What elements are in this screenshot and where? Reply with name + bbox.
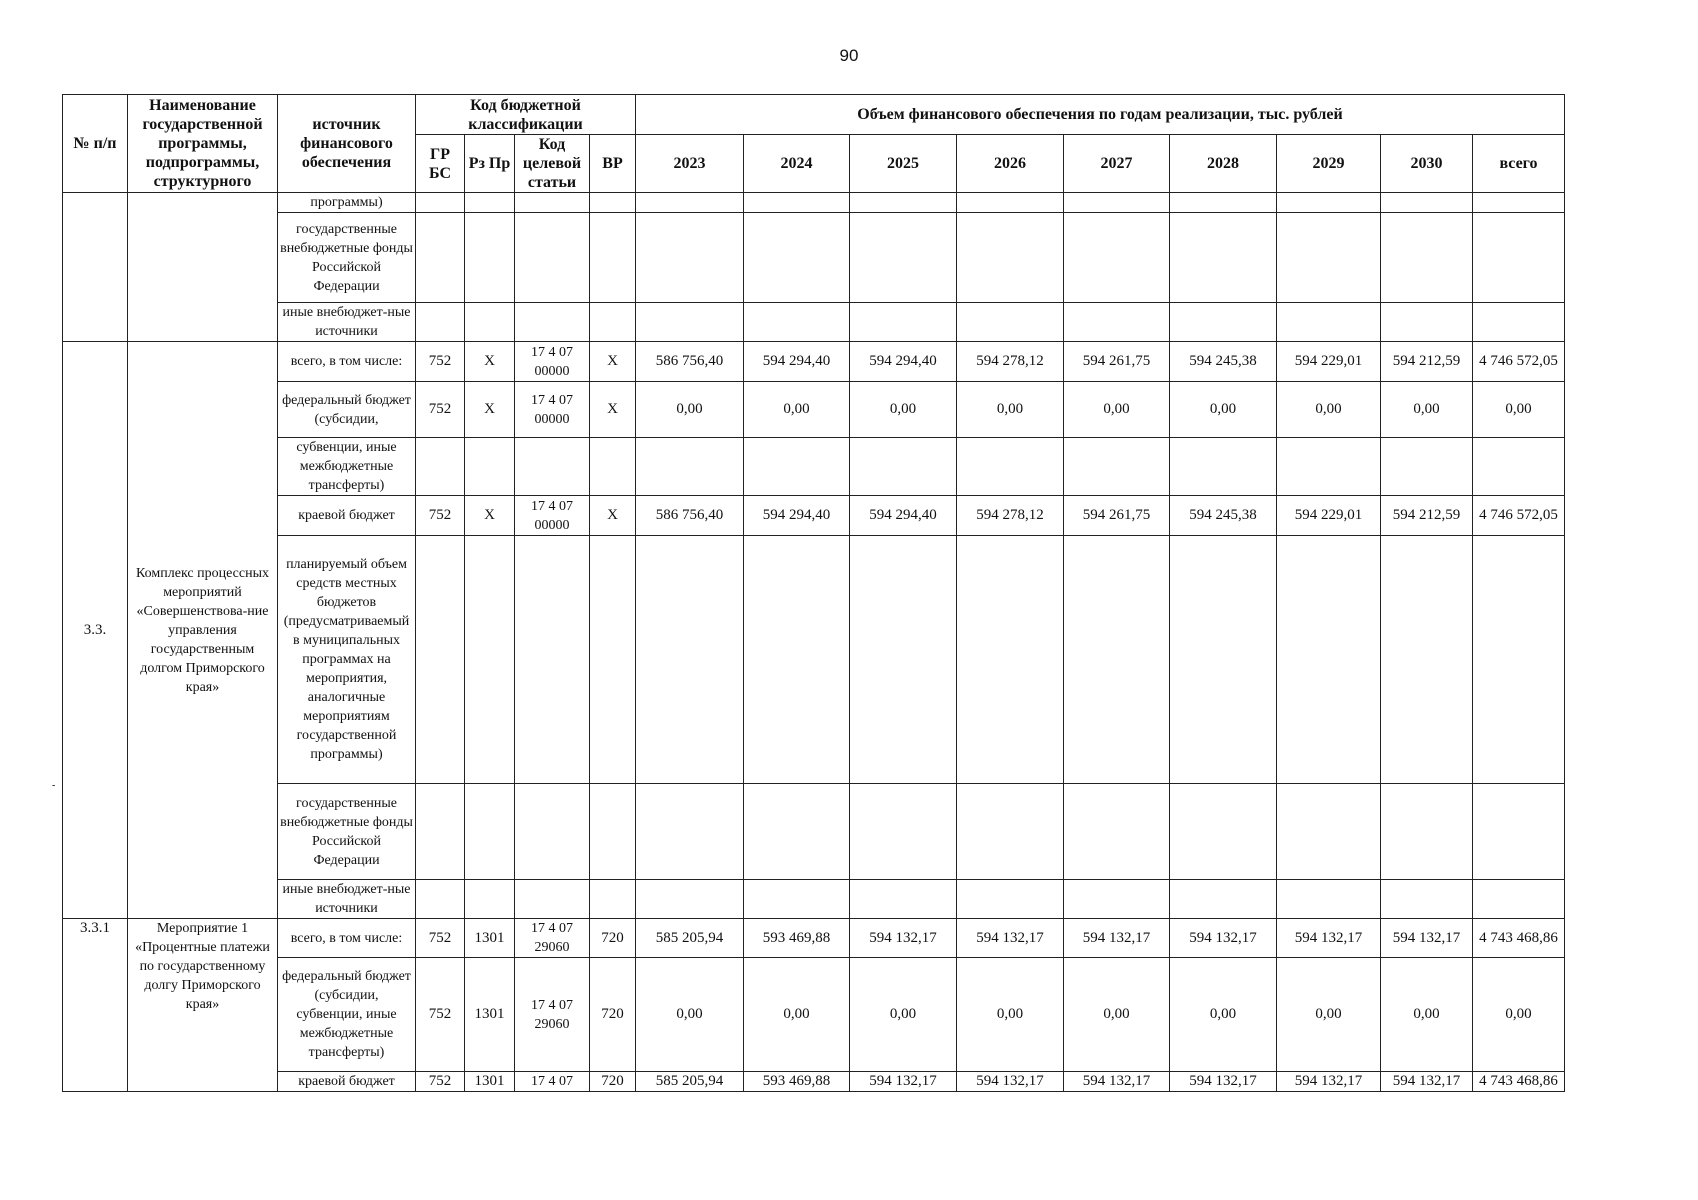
cell-value [850,536,957,784]
cell-grbs [416,193,465,213]
cell-vr: Х [590,382,636,438]
cell-value: 0,00 [1381,958,1473,1072]
row-source: программы) [278,193,416,213]
table-row [63,382,1565,438]
cell-grbs: 752 [416,919,465,958]
cell-value [850,213,957,303]
cell-value [1064,193,1170,213]
cell-rzpr: Х [465,382,515,438]
cell-total [1473,880,1565,919]
cell-value: 0,00 [1170,382,1277,438]
cell-value: 0,00 [1170,958,1277,1072]
cell-value: 0,00 [850,958,957,1072]
cell-vr [590,438,636,496]
cell-value [1064,213,1170,303]
cell-value [1277,784,1381,880]
cell-value [1170,193,1277,213]
row-source: субвенции, иные межбюджетные трансферты) [278,438,416,496]
cell-grbs: 752 [416,496,465,536]
cell-vr: 720 [590,1072,636,1092]
col-name-header: Наименование государственной программы, подпрограммы, структурного [128,95,278,193]
cell-grbs [416,536,465,784]
cell-grbs: 752 [416,342,465,382]
row-source: федеральный бюджет (субсидии, [278,382,416,438]
cell-value [636,438,744,496]
cell-value [1277,303,1381,342]
row-source: краевой бюджет [278,496,416,536]
code-group-header: Код бюджетной классификации [416,95,636,135]
cell-value: 0,00 [957,958,1064,1072]
cell-value [1381,880,1473,919]
cell-value [1277,438,1381,496]
cell-value: 593 469,88 [744,919,850,958]
table-row [63,496,1565,536]
cell-value: 0,00 [744,382,850,438]
cell-value [636,193,744,213]
cell-value: 594 229,01 [1277,342,1381,382]
row-name [128,193,278,342]
cell-rzpr: Х [465,496,515,536]
cell-value: 594 212,59 [1381,342,1473,382]
cell-value: 594 261,75 [1064,342,1170,382]
cell-value [1170,303,1277,342]
cell-value [1064,536,1170,784]
cell-vr: Х [590,496,636,536]
cell-rzpr [465,303,515,342]
cell-value: 586 756,40 [636,342,744,382]
cell-rzpr: Х [465,342,515,382]
cell-value: 594 245,38 [1170,496,1277,536]
cell-target: 17 4 07 00000 [515,342,590,382]
cell-value [744,880,850,919]
row-source: федеральный бюджет (субсидии, субвенции, иные межбюджетные трансферты) [278,958,416,1072]
row-source: государственные внебюджетные фонды Российской Федерации [278,784,416,880]
cell-value [1381,213,1473,303]
row-source: иные внебюджет-ные источники [278,303,416,342]
cell-value: 0,00 [636,382,744,438]
col-vr-header: ВР [590,135,636,193]
row-num: 3.3.1 [63,919,128,1092]
cell-value [850,193,957,213]
cell-grbs [416,438,465,496]
cell-value: 594 132,17 [957,1072,1064,1092]
cell-rzpr [465,213,515,303]
cell-vr: 720 [590,919,636,958]
cell-value [1064,438,1170,496]
cell-target: 17 4 07 00000 [515,496,590,536]
cell-value [744,213,850,303]
cell-rzpr [465,880,515,919]
col-year-header: 2026 [957,135,1064,193]
row-source: иные внебюджет-ные источники [278,880,416,919]
row-num [63,193,128,342]
cell-target: 17 4 07 29060 [515,919,590,958]
cell-value [850,784,957,880]
table-row [63,438,1565,496]
cell-value [957,536,1064,784]
table-row [63,193,1565,213]
cell-value [636,880,744,919]
cell-value: 594 294,40 [850,496,957,536]
cell-rzpr: 1301 [465,1072,515,1092]
cell-value: 0,00 [1064,382,1170,438]
table-row [63,958,1565,1072]
cell-value: 594 132,17 [850,1072,957,1092]
cell-rzpr: 1301 [465,958,515,1072]
row-num: 3.3. [63,342,128,919]
cell-value [1381,303,1473,342]
col-source-header: источник финансового обеспечения [278,95,416,193]
cell-value: 594 132,17 [1381,1072,1473,1092]
cell-value: 0,00 [1277,958,1381,1072]
cell-grbs: 752 [416,382,465,438]
cell-value [744,438,850,496]
cell-vr [590,536,636,784]
cell-rzpr [465,193,515,213]
cell-value [636,213,744,303]
cell-value: 594 132,17 [1170,919,1277,958]
col-year-header: 2030 [1381,135,1473,193]
cell-grbs [416,213,465,303]
col-year-header: 2029 [1277,135,1381,193]
cell-value [957,213,1064,303]
row-source: всего, в том числе: [278,919,416,958]
row-source: планируемый объем средств местных бюджетов (предусматриваемый в муниципальных программах на мероприятия, аналогичные мероприятиям государственной программы) [278,536,416,784]
cell-value [957,303,1064,342]
cell-value: 594 132,17 [957,919,1064,958]
cell-value: 594 132,17 [1170,1072,1277,1092]
table-row [63,303,1565,342]
col-year-header: 2023 [636,135,744,193]
cell-value [1170,784,1277,880]
col-year-header: 2024 [744,135,850,193]
cell-value [850,880,957,919]
cell-value: 585 205,94 [636,919,744,958]
row-source: государственные внебюджетные фонды Российской Федерации [278,213,416,303]
cell-value [1277,193,1381,213]
col-total-header: всего [1473,135,1565,193]
cell-value: 585 205,94 [636,1072,744,1092]
cell-target [515,193,590,213]
table-row [63,536,1565,784]
table-row [63,919,1565,958]
cell-target [515,438,590,496]
cell-value: 0,00 [1064,958,1170,1072]
cell-vr: Х [590,342,636,382]
row-name: Комплекс процессных мероприятий «Совершенствова-ние управления государственным долгом Приморского края» [128,342,278,919]
cell-value [1064,784,1170,880]
cell-total [1473,213,1565,303]
row-source: всего, в том числе: [278,342,416,382]
table-row [63,342,1565,382]
cell-value [1170,880,1277,919]
cell-total [1473,193,1565,213]
margin-mark: - [52,780,56,791]
cell-grbs: 752 [416,958,465,1072]
cell-value: 594 245,38 [1170,342,1277,382]
cell-target: 17 4 07 00000 [515,382,590,438]
col-year-header: 2025 [850,135,957,193]
cell-value: 594 294,40 [850,342,957,382]
cell-value: 594 132,17 [1277,919,1381,958]
cell-vr [590,193,636,213]
cell-value [1064,303,1170,342]
cell-total: 0,00 [1473,382,1565,438]
cell-total [1473,303,1565,342]
cell-value [957,193,1064,213]
cell-total: 4 746 572,05 [1473,496,1565,536]
cell-vr: 720 [590,958,636,1072]
cell-rzpr [465,784,515,880]
cell-value [636,303,744,342]
col-rzpr-header: Рз Пр [465,135,515,193]
cell-value [957,784,1064,880]
cell-value [1277,536,1381,784]
cell-value: 594 132,17 [850,919,957,958]
cell-target [515,213,590,303]
volume-group-header: Объем финансового обеспечения по годам реализации, тыс. рублей [636,95,1565,135]
cell-total: 4 743 468,86 [1473,919,1565,958]
cell-value [1277,880,1381,919]
cell-value: 594 132,17 [1064,1072,1170,1092]
cell-value [636,784,744,880]
cell-rzpr: 1301 [465,919,515,958]
col-year-header: 2028 [1170,135,1277,193]
cell-total: 4 743 468,86 [1473,1072,1565,1092]
cell-value: 0,00 [636,958,744,1072]
cell-value: 594 278,12 [957,342,1064,382]
row-source: краевой бюджет [278,1072,416,1092]
cell-value [636,536,744,784]
cell-value: 0,00 [957,382,1064,438]
col-target-header: Код целевой статьи [515,135,590,193]
cell-value [1170,438,1277,496]
table-row [63,784,1565,880]
page-number: 90 [839,46,859,65]
cell-target [515,784,590,880]
cell-value: 0,00 [744,958,850,1072]
cell-value: 594 229,01 [1277,496,1381,536]
cell-value: 594 294,40 [744,496,850,536]
cell-value: 594 278,12 [957,496,1064,536]
cell-value [1381,193,1473,213]
cell-value [744,193,850,213]
cell-value: 0,00 [1381,382,1473,438]
cell-target: 17 4 07 29060 [515,958,590,1072]
col-num-header: № п/п [63,95,128,193]
cell-value: 594 261,75 [1064,496,1170,536]
cell-value [1170,213,1277,303]
cell-value: 594 132,17 [1277,1072,1381,1092]
cell-vr [590,784,636,880]
cell-value [1381,438,1473,496]
table-row [63,1072,1565,1092]
cell-grbs [416,303,465,342]
cell-value [744,784,850,880]
row-name: Мероприятие 1 «Процентные платежи по государственному долгу Приморского края» [128,919,278,1092]
cell-value [957,438,1064,496]
cell-value: 593 469,88 [744,1072,850,1092]
cell-target [515,303,590,342]
cell-target [515,536,590,784]
cell-vr [590,303,636,342]
cell-total: 0,00 [1473,958,1565,1072]
cell-value: 594 132,17 [1064,919,1170,958]
cell-rzpr [465,536,515,784]
cell-total [1473,784,1565,880]
cell-value [957,880,1064,919]
cell-vr [590,880,636,919]
cell-target: 17 4 07 [515,1072,590,1092]
cell-value [1277,213,1381,303]
cell-rzpr [465,438,515,496]
cell-value [744,303,850,342]
cell-value: 594 212,59 [1381,496,1473,536]
financing-table [62,94,1565,1092]
cell-total [1473,536,1565,784]
col-grbs-header: ГР БС [416,135,465,193]
cell-value [850,303,957,342]
col-year-header: 2027 [1064,135,1170,193]
cell-total [1473,438,1565,496]
cell-value [1381,784,1473,880]
cell-value [850,438,957,496]
cell-vr [590,213,636,303]
cell-value [1170,536,1277,784]
cell-value: 586 756,40 [636,496,744,536]
cell-target [515,880,590,919]
cell-value: 0,00 [850,382,957,438]
cell-grbs: 752 [416,1072,465,1092]
cell-grbs [416,784,465,880]
cell-value [1064,880,1170,919]
cell-grbs [416,880,465,919]
cell-value: 594 294,40 [744,342,850,382]
table-row [63,880,1565,919]
table-row [63,213,1565,303]
cell-value: 594 132,17 [1381,919,1473,958]
cell-value [1381,536,1473,784]
cell-total: 4 746 572,05 [1473,342,1565,382]
cell-value [744,536,850,784]
cell-value: 0,00 [1277,382,1381,438]
